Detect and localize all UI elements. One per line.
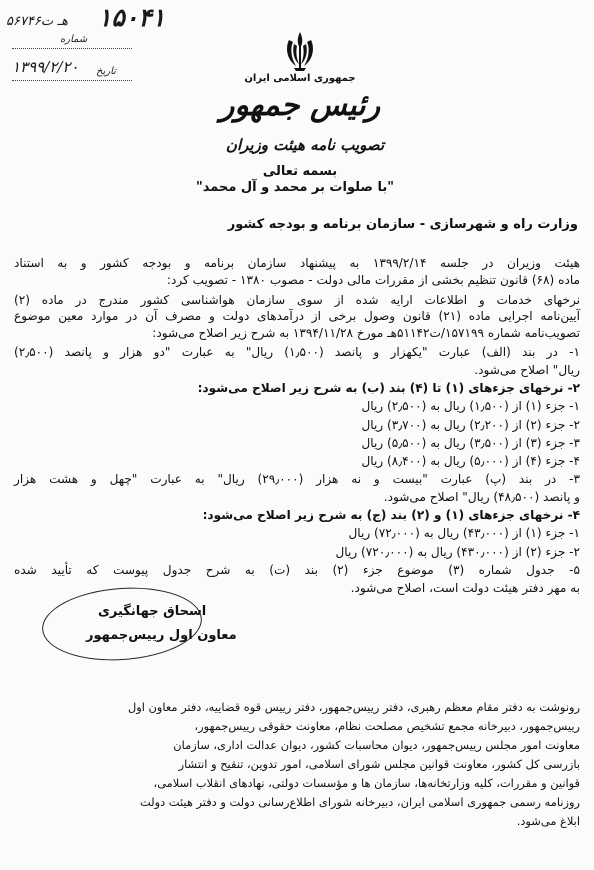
body-line: ۱- جزء (۱) از (۱٫۵۰۰) ریال به (۲٫۵۰۰) ریال xyxy=(361,399,580,413)
number-label: شماره xyxy=(60,34,88,45)
number-prefix: ت xyxy=(40,14,54,29)
body-line: و پانصد (۴۸٫۵۰۰) ریال" اصلاح می‌شود. xyxy=(383,490,580,504)
bismillah: بسمه تعالی xyxy=(262,164,338,179)
republic-title: جمهوری اسلامی ایران xyxy=(244,73,356,84)
body-line: آیین‌نامه اجرایی ماده (۲۱) قانون وصول برخی از درآمدهای دولت و مصرف آن در موارد معین موضوع xyxy=(14,309,580,323)
signature-scribble xyxy=(40,583,205,666)
letter-number-code xyxy=(6,14,68,29)
body-line: ۱- جزء (۱) از (۴۳٫۰۰۰) ریال به (۷۲٫۰۰۰) ریال xyxy=(348,526,580,540)
cc-line: بازرسی کل کشور، معاونت قوانین مجلس شورای اسلامی، امور تدوین، تنقیح و انتشار xyxy=(178,757,580,771)
cc-line: ابلاغ می‌شود. xyxy=(516,814,580,828)
body-line: ریال" اصلاح می‌شود. xyxy=(474,363,580,377)
body-line: ۵- جدول شماره (۳) موضوع جزء (۲) بند (ت) به شرح جدول پیوست که تأیید شده xyxy=(14,563,580,577)
body-line: ماده (۶۸) قانون تنظیم بخشی از مقررات مالی دولت - مصوب ۱۳۸۰ - تصویب کرد: xyxy=(166,273,580,287)
letter-number-handwritten: ۱۵۰۴۱ xyxy=(98,3,166,32)
number-dotted-line xyxy=(12,48,132,49)
signatory-title: معاون اول رییس‌جمهور xyxy=(86,628,237,643)
body-line: تصویب‌نامه شماره ۱۵۷۱۹۹/ت۵۱۱۴۲هـ مورخ ۱۳۹۴/۱۱/۲۸ به شرح زیر اصلاح می‌شود: xyxy=(152,326,580,340)
date-value: ۱۳۹۹/۲/۲۰ xyxy=(12,58,79,76)
addressee: وزارت راه و شهرسازی - سازمان برنامه و بودجه کشور xyxy=(227,217,578,232)
body-line: ۱- در بند (الف) عبارت "یکهزار و پانصد (۱٫۵۰۰) ریال" به عبارت "دو هزار و پانصد (۲٫۵۰۰) xyxy=(14,345,580,359)
body-line: نرخهای خدمات و اطلاعات ارایه شده از سوی سازمان هواشناسی کشور مندرج در ماده (۲) xyxy=(14,293,580,307)
body-line: ۳- در بند (پ) عبارت "بیست و نه هزار (۲۹٫۰۰۰) ریال" به عبارت "چهل و هشت هزار xyxy=(14,472,580,486)
approval-title: تصویب نامه هیئت وزیران xyxy=(225,136,385,154)
body-line: به مهر دفتر هیئت دولت است، اصلاح می‌شود. xyxy=(350,581,580,595)
date-label: تاریخ xyxy=(96,66,116,77)
number-code: ۵۶۷۴۶هـ xyxy=(6,14,68,29)
body-line: هیئت وزیران در جلسه ۱۳۹۹/۲/۱۴ به پیشنهاد سازمان برنامه و بودجه کشور و به استناد xyxy=(14,256,580,270)
salavat: "با صلوات بر محمد و آل محمد" xyxy=(195,180,395,195)
signatory-name: اسحاق جهانگیری xyxy=(98,604,207,619)
cc-line: رییس‌جمهور، دبیرخانه مجمع تشخیص مصلحت نظام، معاونت حقوقی رییس‌جمهور، xyxy=(194,719,580,733)
body-line: ۲- جزء (۲) از (۴۳۰٫۰۰۰) ریال به (۷۲۰٫۰۰۰) ریال xyxy=(335,545,580,559)
body-line: ۲- جزء (۲) از (۲٫۲۰۰) ریال به (۳٫۷۰۰) ریال xyxy=(361,418,580,432)
date-dotted-line xyxy=(12,80,132,81)
body-line: ۳- جزء (۳) از (۳٫۵۰۰) ریال به (۵٫۵۰۰) ریال xyxy=(361,436,580,450)
body-line: ۴- نرخهای جزءهای (۱) و (۲) بند (ج) به شرح زیر اصلاح می‌شود: xyxy=(202,508,580,522)
body-line: ۴- جزء (۴) از (۵٫۰۰۰) ریال به (۸٫۴۰۰) ریال xyxy=(361,454,580,468)
cc-line: معاونت امور مجلس رییس‌جمهور، دیوان محاسبات کشور، دیوان عدالت اداری، سازمان xyxy=(173,738,580,752)
cc-line: روزنامه رسمی جمهوری اسلامی ایران، دبیرخانه شورای اطلاع‌رسانی دولت و دفتر هیئت دولت xyxy=(139,795,580,809)
body-line: ۲- نرخهای جزءهای (۱) تا (۴) بند (ب) به شرح زیر اصلاح می‌شود: xyxy=(197,381,580,395)
cc-line: قوانین و مقررات، کلیه وزارتخانه‌ها، سازمان ها و مؤسسات دولتی، نهادهای انقلاب اسلامی، xyxy=(153,776,580,790)
iran-emblem-icon xyxy=(280,28,320,74)
cc-line: رونوشت به دفتر مقام معظم رهبری، دفتر رییس‌جمهور، دفتر رییس قوه قضاییه، دفتر معاون اول xyxy=(128,700,580,714)
president-title: رئیس جمهور xyxy=(219,88,381,123)
